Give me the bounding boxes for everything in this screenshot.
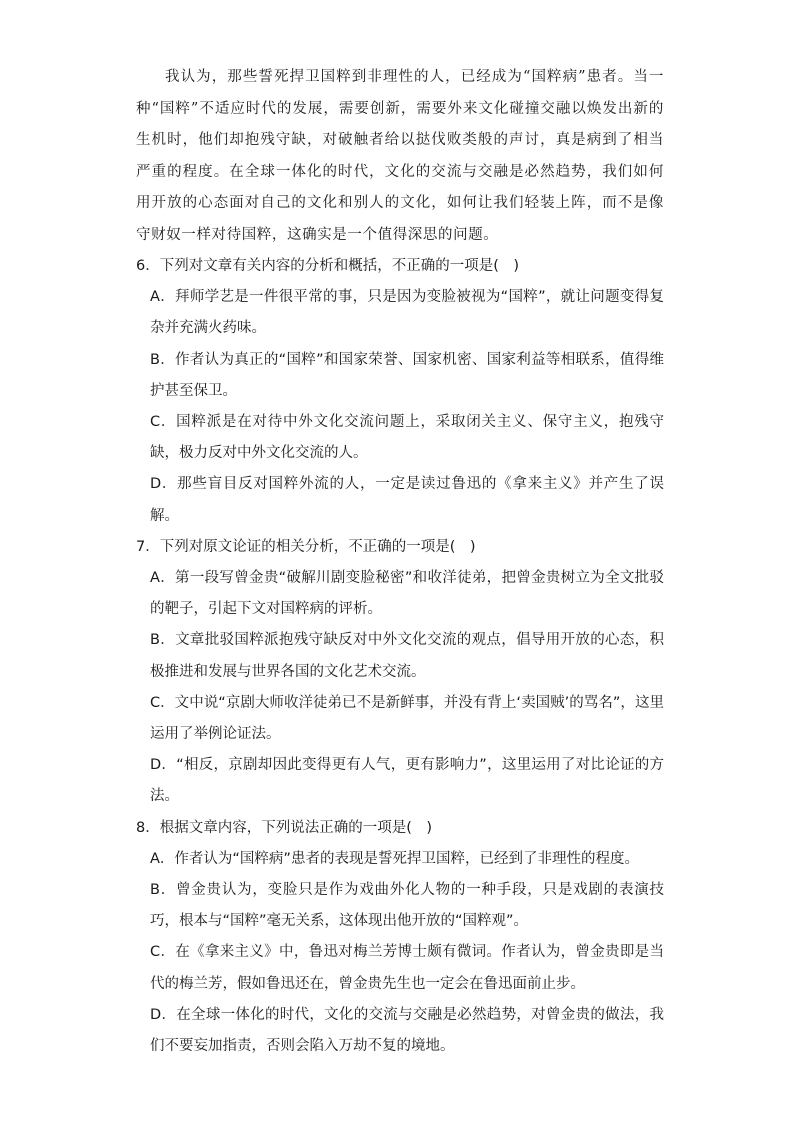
question-stem: 7．下列对原文论证的相关分析，不正确的一项是( ) xyxy=(136,538,476,555)
question-6 xyxy=(136,251,664,532)
option-d: D．“相反，京剧却因此变得更有人气，更有影响力”，这里运用了对比论证的方法。 xyxy=(150,757,664,805)
question-7 xyxy=(136,532,664,813)
option-d: D．在全球一体化的时代，文化的交流与交融是必然趋势，对曾金贵的做法，我们不要妄加指责，否则会陷入万劫不复的境地。 xyxy=(150,1006,664,1055)
question-stem: 6．下列对文章有关内容的分析和概括，不正确的一项是( ) xyxy=(136,258,520,274)
option-b: B．作者认为真正的“国粹”和国家荣誉、国家机密、国家利益等相联系，值得维护甚至保卫。 xyxy=(150,351,664,399)
question-8 xyxy=(136,813,664,1063)
option-c: C．文中说“京剧大师收洋徒弟已不是新鲜事，并没有背上‘卖国贼’的骂名”，这里运用了举例论证法。 xyxy=(150,694,664,743)
option-a: A．拜师学艺是一件很平常的事，只是因为变脸被视为“国粹”，就让问题变得复杂并充满火药味。 xyxy=(150,289,664,337)
option-c: C．在《拿来主义》中，鲁迅对梅兰芳博士颇有微词。作者认为，曾金贵即是当代的梅兰芳，假如鲁迅还在，曾金贵先生也一定会在鲁迅面前止步。 xyxy=(150,944,664,992)
option-d: D．那些盲目反对国粹外流的人，一定是读过鲁迅的《拿来主义》并产生了误解。 xyxy=(150,476,664,524)
passage-paragraph: 我认为，那些誓死捍卫国粹到非理性的人，已经成为“国粹病”患者。当一种“国粹”不适应时代的发展，需要创新，需要外来文化碰撞交融以焕发出新的生机时，他们却抱残守缺，对破触者给以挞伐败类般的声讨，真是病到了相当严重的程度。在全球一体化的时代，文化的交流与交融是必然趋势，我们如何用开放的心态面对自己的文化和别人的文化，如何让我们轻装上阵，而不是像守财奴一样对待国粹，这确实是一个值得深思的问题。 xyxy=(136,69,664,243)
option-a: A．作者认为“国粹病”患者的表现是誓死捍卫国粹，已经到了非理性的程度。 xyxy=(150,850,639,867)
question-list xyxy=(136,251,664,1062)
option-b: B．曾金贵认为，变脸只是作为戏曲外化人物的一种手段，只是戏剧的表演技巧，根本与“国粹”毫无关系，这体现出他开放的“国粹观”。 xyxy=(150,882,664,930)
option-b: B．文章批驳国粹派抱残守缺反对中外文化交流的观点，倡导用开放的心态，积极推进和发展与世界各国的文化艺术交流。 xyxy=(150,632,664,680)
option-c: C．国粹派是在对待中外文化交流问题上，采取闭关主义、保守主义，抱残守缺，极力反对中外文化交流的人。 xyxy=(150,414,664,462)
question-stem: 8．根据文章内容，下列说法正确的一项是( ) xyxy=(136,819,433,836)
option-a: A．第一段写曾金贵“破解川剧变脸秘密”和收洋徒弟，把曾金贵树立为全文批驳的靶子，引起下文对国粹病的评析。 xyxy=(150,570,664,618)
